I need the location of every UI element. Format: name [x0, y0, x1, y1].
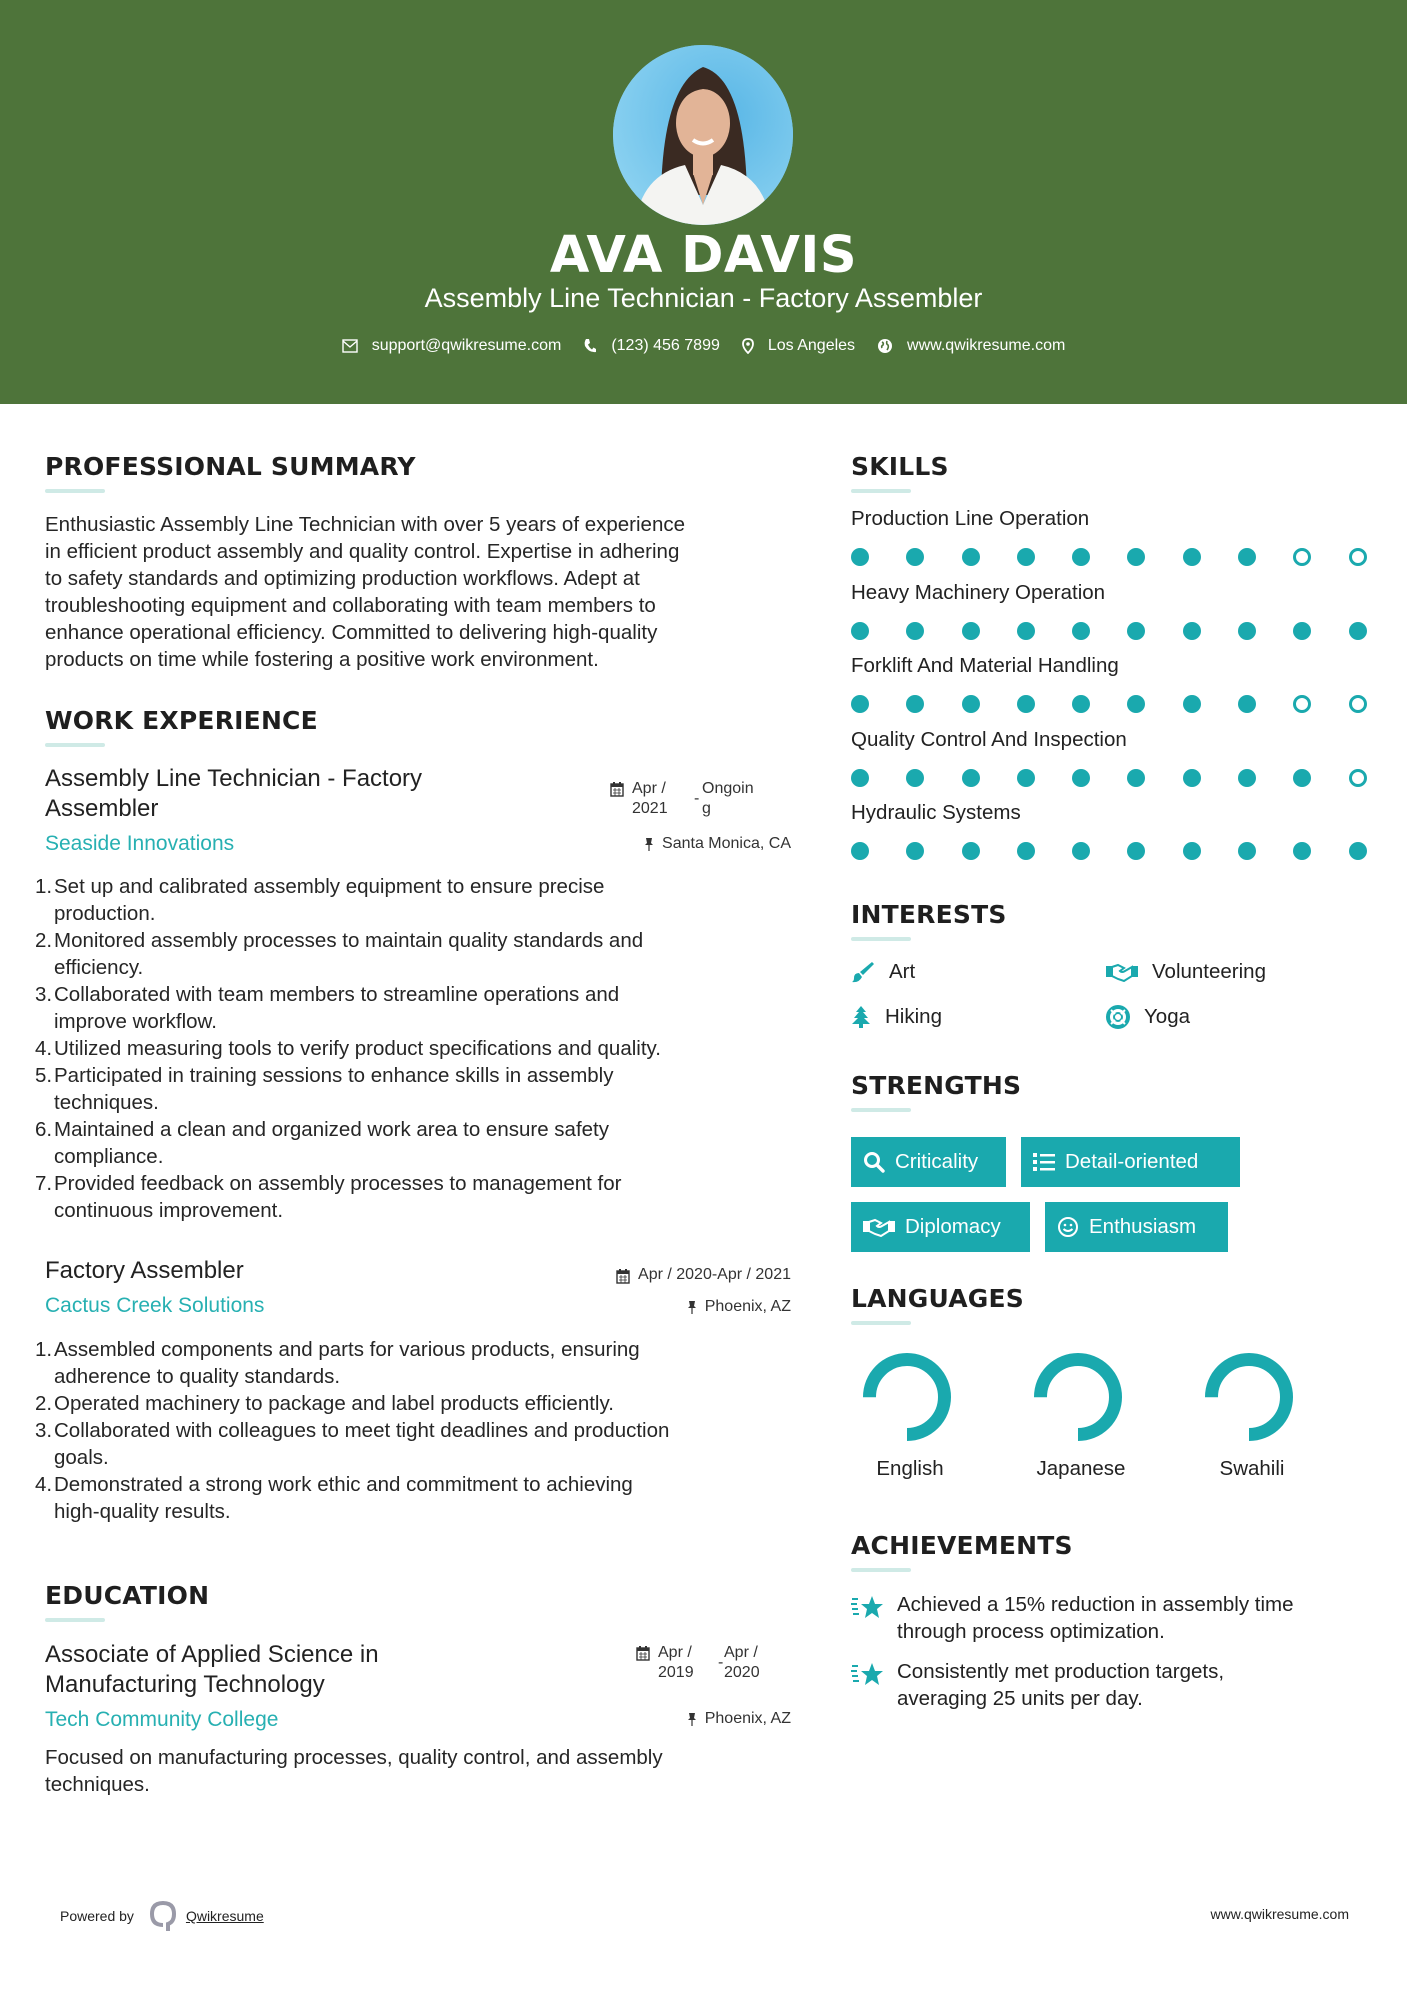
skill-rating [851, 622, 1404, 640]
bullet-line: Utilized measuring tools to verify product specifications and quality. [54, 1037, 661, 1060]
star-icon [851, 1593, 885, 1621]
bullet-item [35, 981, 795, 1035]
skill-rating [851, 695, 1404, 713]
calendar-icon [610, 781, 624, 797]
rating-dot-empty [1349, 548, 1367, 566]
tree-icon [851, 1006, 871, 1028]
rating-dot-filled [851, 548, 869, 566]
rating-dot-filled [851, 842, 869, 860]
bullet-item [35, 1116, 795, 1170]
bullet-item [35, 1170, 795, 1224]
location-text: Phoenix, AZ [704, 1298, 791, 1315]
rating-dot-filled [1183, 548, 1201, 566]
globe-icon [877, 338, 893, 354]
language-label: Japanese [1036, 1457, 1126, 1480]
job-bullets [35, 873, 795, 1224]
contact-phone[interactable] [583, 337, 720, 355]
date-separator: - [718, 1654, 724, 1671]
language-item [1182, 1351, 1322, 1481]
rating-dot-filled [1072, 695, 1090, 713]
footer-website[interactable]: www.qwikresume.com [1210, 1906, 1349, 1922]
candidate-title: Assembly Line Technician - Factory Assembler [424, 283, 983, 313]
degree-line: Manufacturing Technology [45, 1671, 325, 1698]
bullet-line: improve workflow. [54, 1010, 217, 1033]
date-separator: - [694, 790, 700, 807]
envelope-icon [342, 339, 358, 353]
contact-bar [0, 337, 1407, 355]
strength-badge-detail-oriented [1021, 1137, 1240, 1187]
heading-underline [851, 1108, 911, 1112]
job-bullets [35, 1336, 805, 1525]
rating-dot-filled [1017, 695, 1035, 713]
bullet-line: compliance. [54, 1145, 164, 1168]
summary-line: to safety standards and optimizing production workflows. Adept at [45, 567, 640, 590]
achievement-text [897, 1658, 1224, 1712]
summary-line: Enthusiastic Assembly Line Technician with over 5 years of experience [45, 513, 686, 536]
bullet-line: production. [54, 902, 156, 925]
bullet-line: Assembled components and parts for various products, ensuring [54, 1338, 640, 1361]
rating-dot-filled [1349, 842, 1367, 860]
summary-line: in efficient product assembly and quality control. Expertise in adhering [45, 540, 680, 563]
bullet-number: 6. [35, 1118, 53, 1141]
heading-underline [45, 743, 105, 747]
bullet-number: 4. [35, 1473, 53, 1496]
bullet-item [35, 1390, 805, 1417]
bullet-line: goals. [54, 1446, 109, 1469]
bullet-line: high-quality results. [54, 1500, 231, 1523]
interest-item-yoga [1106, 1005, 1190, 1029]
bullet-line: continuous improvement. [54, 1199, 284, 1222]
rating-dot-filled [1127, 695, 1145, 713]
rating-dot-filled [906, 842, 924, 860]
achievement-line: averaging 25 units per day. [897, 1687, 1143, 1710]
skill-name: Forklift And Material Handling [851, 654, 1119, 677]
bullet-line: efficiency. [54, 956, 144, 979]
interest-label: Art [889, 960, 916, 983]
bullet-item [35, 1035, 795, 1062]
rating-dot-empty [1349, 695, 1367, 713]
bullet-item [35, 927, 795, 981]
location-text: Santa Monica, CA [662, 835, 791, 852]
degree-title [45, 1640, 605, 1700]
language-label: Swahili [1219, 1457, 1285, 1480]
description-line: Focused on manufacturing processes, quality control, and assembly [45, 1746, 663, 1769]
date-part: Apr / [724, 1644, 758, 1661]
interest-item-hiking [851, 1005, 942, 1029]
smile-icon [1057, 1216, 1079, 1238]
rating-dot-filled [962, 695, 980, 713]
section-heading-education: EDUCATION [45, 1581, 210, 1610]
phone-icon [583, 338, 597, 354]
company-name: Seaside Innovations [45, 832, 235, 855]
rating-dot-empty [1349, 769, 1367, 787]
language-label: English [876, 1457, 944, 1480]
language-progress-ring [1204, 1351, 1294, 1443]
job-dates [616, 1266, 791, 1284]
qwikresume-link[interactable]: Qwikresume [185, 1908, 264, 1924]
email-text: support@qwikresume.com [371, 337, 562, 354]
handshake-icon [1106, 962, 1138, 982]
bullet-number: 1. [35, 1338, 53, 1361]
rating-dot-filled [851, 695, 869, 713]
bullet-line: Collaborated with colleagues to meet tight deadlines and production [54, 1419, 670, 1442]
language-item [840, 1351, 980, 1481]
paintbrush-icon [851, 961, 875, 983]
company-name: Cactus Creek Solutions [45, 1294, 265, 1317]
date-part: Ongoin [702, 780, 754, 797]
contact-website[interactable] [877, 337, 1065, 355]
rating-dot-filled [1183, 622, 1201, 640]
rating-dot-filled [1238, 695, 1256, 713]
heading-underline [851, 937, 911, 941]
section-heading-summary: PROFESSIONAL SUMMARY [45, 452, 416, 481]
rating-dot-filled [962, 548, 980, 566]
bullet-line: adherence to quality standards. [54, 1365, 341, 1388]
rating-dot-filled [1238, 842, 1256, 860]
bullet-number: 2. [35, 1392, 53, 1415]
rating-dot-filled [1072, 842, 1090, 860]
summary-line: enhance operational efficiency. Committed to delivering high-quality [45, 621, 658, 644]
star-icon [851, 1660, 885, 1688]
job-title: Factory Assembler [45, 1257, 244, 1284]
rating-dot-filled [1293, 842, 1311, 860]
job-title-line: Assembler [45, 795, 159, 822]
bullet-line: Set up and calibrated assembly equipment to ensure precise [54, 875, 605, 898]
bullet-number: 1. [35, 875, 53, 898]
rating-dot-filled [1238, 548, 1256, 566]
bullet-number: 3. [35, 983, 53, 1006]
candidate-name: AVA DAVIS [549, 226, 858, 285]
achievement-item [851, 1591, 1371, 1645]
bullet-line: Maintained a clean and organized work area to ensure safety [54, 1118, 609, 1141]
section-heading-languages: LANGUAGES [851, 1284, 1025, 1313]
resume-header [0, 0, 1407, 404]
summary-line: products on time while fostering a positive work environment. [45, 648, 599, 671]
degree-line: Associate of Applied Science in [45, 1641, 379, 1668]
website-text: www.qwikresume.com [907, 337, 1066, 354]
job-location [644, 835, 791, 853]
language-item [1011, 1351, 1151, 1481]
section-heading-interests: INTERESTS [851, 900, 1007, 929]
rating-dot-filled [906, 622, 924, 640]
strength-label: Detail-oriented [1065, 1150, 1199, 1173]
rating-dot-filled [1017, 548, 1035, 566]
date-part: 2019 [658, 1664, 694, 1681]
portrait-image [613, 45, 793, 225]
bullet-item [35, 1062, 795, 1116]
achievement-line: through process optimization. [897, 1620, 1165, 1643]
rating-dot-filled [962, 842, 980, 860]
date-part: g [702, 800, 711, 817]
description-line: techniques. [45, 1773, 150, 1796]
achievement-item [851, 1658, 1371, 1712]
rating-dot-filled [1293, 622, 1311, 640]
date-part: Apr / [658, 1644, 692, 1661]
rating-dot-filled [1127, 548, 1145, 566]
rating-dot-filled [906, 548, 924, 566]
interest-label: Hiking [885, 1005, 942, 1028]
strength-badge-criticality [851, 1137, 1006, 1187]
skill-rating [851, 548, 1404, 566]
search-icon [863, 1151, 885, 1173]
achievement-line: Achieved a 15% reduction in assembly time [897, 1593, 1294, 1616]
achievement-line: Consistently met production targets, [897, 1660, 1225, 1683]
rating-dot-filled [1238, 622, 1256, 640]
calendar-icon [616, 1268, 630, 1284]
pushpin-icon [644, 837, 654, 851]
location-text: Phoenix, AZ [704, 1710, 791, 1727]
date-start [658, 1643, 718, 1683]
rating-dot-filled [1349, 622, 1367, 640]
bullet-line: Provided feedback on assembly processes to management for [54, 1172, 622, 1195]
rating-dot-filled [1127, 622, 1145, 640]
pushpin-icon [687, 1712, 697, 1726]
interest-label: Yoga [1144, 1005, 1190, 1028]
skill-name: Heavy Machinery Operation [851, 580, 1106, 604]
bullet-line: Participated in training sessions to enhance skills in assembly [54, 1064, 614, 1087]
rating-dot-filled [1183, 769, 1201, 787]
interest-item-art [851, 960, 915, 984]
rating-dot-filled [851, 769, 869, 787]
date-part: 2021 [632, 800, 668, 817]
contact-location [742, 337, 855, 355]
school-name: Tech Community College [45, 1708, 279, 1731]
date-end [702, 779, 754, 819]
rating-dot-filled [1017, 769, 1035, 787]
skill-name: Production Line Operation [851, 507, 1090, 530]
education-location [687, 1710, 791, 1728]
section-heading-strengths: STRENGTHS [851, 1071, 1022, 1100]
rating-dot-filled [962, 769, 980, 787]
bullet-line: Demonstrated a strong work ethic and commitment to achieving [54, 1473, 633, 1496]
strength-label: Enthusiasm [1089, 1215, 1197, 1238]
rating-dot-filled [1127, 769, 1145, 787]
list-icon [1033, 1152, 1055, 1172]
bullet-number: 5. [35, 1064, 53, 1087]
strength-badge-diplomacy [851, 1202, 1030, 1252]
job-location [687, 1298, 791, 1316]
pushpin-icon [687, 1300, 697, 1314]
bullet-number: 4. [35, 1037, 53, 1060]
bullet-item [35, 873, 795, 927]
bullet-line: Collaborated with team members to streamline operations and [54, 983, 620, 1006]
date-part: 2020 [724, 1664, 760, 1681]
skill-name: Hydraulic Systems [851, 801, 1021, 824]
bullet-line: techniques. [54, 1091, 159, 1114]
date-end [724, 1643, 760, 1683]
rating-dot-filled [906, 769, 924, 787]
language-progress-ring [1033, 1351, 1123, 1443]
rating-dot-filled [1183, 695, 1201, 713]
map-marker-icon [742, 338, 754, 354]
skill-rating [851, 842, 1404, 860]
rating-dot-empty [1293, 548, 1311, 566]
rating-dot-filled [962, 622, 980, 640]
rating-dot-filled [1127, 842, 1145, 860]
achievement-text [897, 1591, 1294, 1645]
heading-underline [45, 1618, 105, 1622]
job-title [45, 764, 605, 824]
rating-dot-filled [1017, 622, 1035, 640]
skill-name: Quality Control And Inspection [851, 727, 1127, 751]
skill-rating [851, 769, 1404, 787]
rating-dot-filled [1238, 769, 1256, 787]
life-ring-icon [1106, 1005, 1130, 1029]
powered-by-text: Powered by [60, 1908, 134, 1924]
education-dates [636, 1643, 760, 1683]
rating-dot-filled [1072, 769, 1090, 787]
bullet-line: Monitored assembly processes to maintain quality standards and [54, 929, 644, 952]
bullet-item [35, 1417, 805, 1471]
rating-dot-filled [906, 695, 924, 713]
strength-label: Criticality [895, 1150, 979, 1173]
job-dates [610, 779, 754, 819]
heading-underline [851, 1568, 911, 1572]
qwikresume-logo-icon [148, 1900, 178, 1932]
calendar-icon [636, 1645, 650, 1661]
education-description [45, 1744, 805, 1798]
interest-item-volunteering [1106, 960, 1266, 984]
location-text: Los Angeles [767, 337, 856, 354]
handshake-icon [863, 1217, 895, 1237]
bullet-number: 2. [35, 929, 53, 952]
bullet-number: 7. [35, 1172, 53, 1195]
rating-dot-filled [1183, 842, 1201, 860]
rating-dot-filled [1293, 769, 1311, 787]
language-progress-ring [862, 1351, 952, 1443]
interest-label: Volunteering [1152, 960, 1266, 983]
summary-text [45, 511, 805, 673]
rating-dot-filled [1017, 842, 1035, 860]
footer-powered-by [60, 1900, 264, 1932]
bullet-number: 3. [35, 1419, 53, 1442]
profile-photo [613, 45, 793, 225]
heading-underline [851, 1321, 911, 1325]
rating-dot-filled [851, 622, 869, 640]
contact-email[interactable] [342, 337, 562, 355]
section-heading-achievements: ACHIEVEMENTS [851, 1531, 1073, 1560]
bullet-line: Operated machinery to package and label products efficiently. [54, 1392, 614, 1415]
rating-dot-filled [1072, 548, 1090, 566]
heading-underline [45, 489, 105, 493]
bullet-item [35, 1471, 805, 1525]
section-heading-skills: SKILLS [851, 452, 949, 481]
date-part: Apr / [632, 780, 666, 797]
strength-label: Diplomacy [905, 1215, 1001, 1238]
date-start [632, 779, 694, 819]
section-heading-experience: WORK EXPERIENCE [45, 706, 318, 735]
rating-dot-empty [1293, 695, 1311, 713]
strength-badge-enthusiasm [1045, 1202, 1228, 1252]
bullet-item [35, 1336, 805, 1390]
heading-underline [851, 489, 911, 493]
summary-line: troubleshooting equipment and collaborating with team members to [45, 594, 656, 617]
job-title-line: Assembly Line Technician - Factory [45, 765, 423, 792]
phone-text: (123) 456 7899 [611, 337, 720, 354]
date-text: Apr / 2020-Apr / 2021 [638, 1266, 791, 1283]
rating-dot-filled [1072, 622, 1090, 640]
